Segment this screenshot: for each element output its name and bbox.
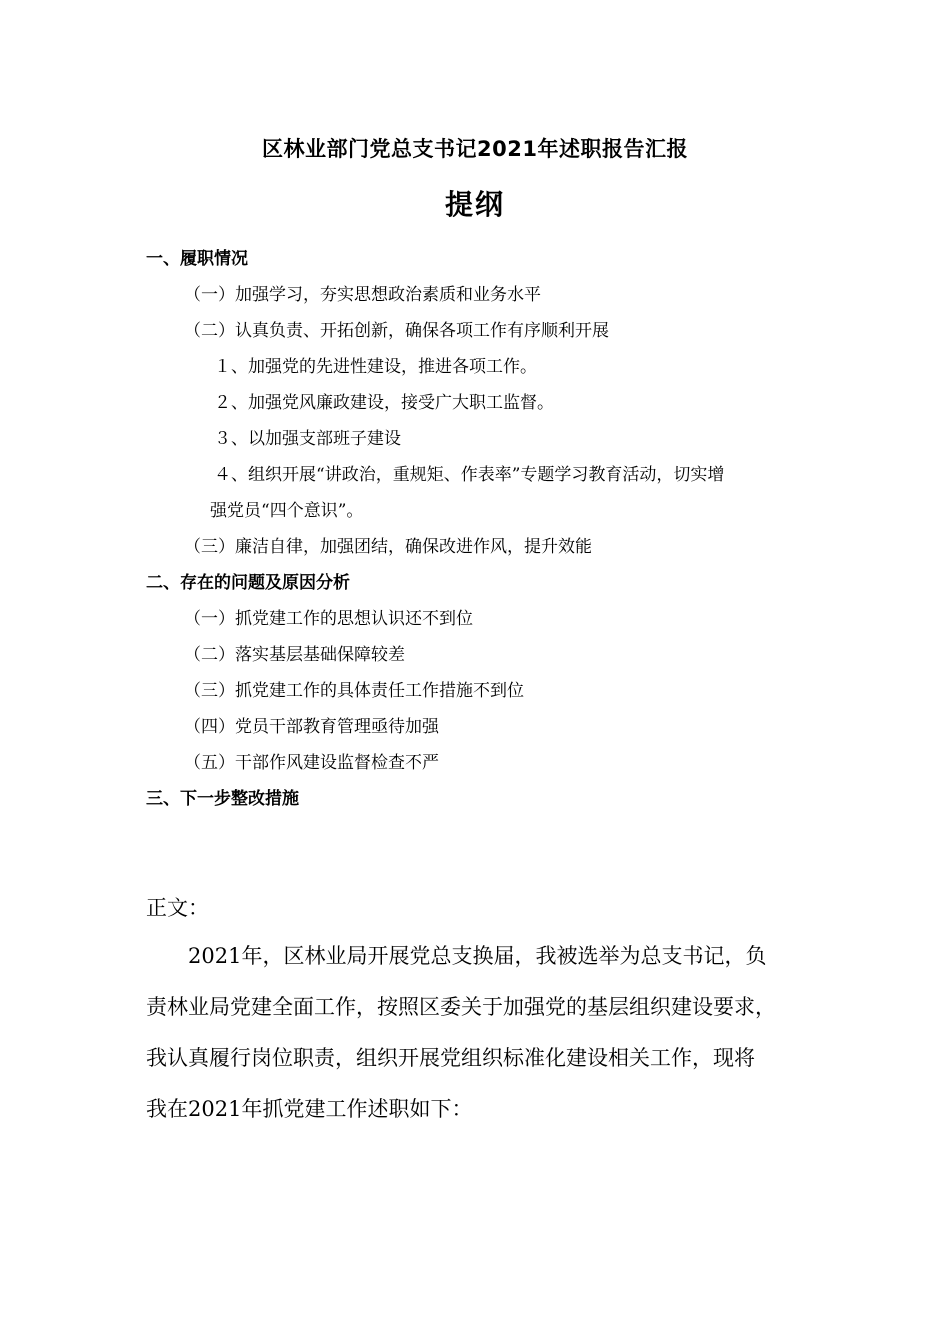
body-paragraph-line-2: 责林业局党建全面工作，按照区委关于加强党的基层组织建设要求， bbox=[146, 995, 776, 1019]
body-paragraph-line-3: 我认真履行岗位职责，组织开展党组织标准化建设相关工作，现将 bbox=[146, 1046, 755, 1070]
body-paragraph-line-1: 2021年，区林业局开展党总支换届，我被选举为总支书记，负 bbox=[188, 944, 767, 968]
document-subtitle: 提纲 bbox=[444, 188, 505, 221]
body-label: 正文： bbox=[146, 896, 209, 920]
outline-subitem-4-line2: 强党员“四个意识”。 bbox=[210, 501, 364, 521]
outline-item-2-3: （三）抓党建工作的具体责任工作措施不到位 bbox=[184, 681, 524, 701]
outline-item-2-2: （二）落实基层基础保障较差 bbox=[184, 645, 405, 665]
outline-item-1-1: （一）加强学习，夯实思想政治素质和业务水平 bbox=[184, 285, 541, 305]
body-paragraph-line-4: 我在2021年抓党建工作述职如下： bbox=[146, 1097, 473, 1121]
outline-subitem-2: ２、加强党风廉政建设，接受广大职工监督。 bbox=[214, 393, 554, 413]
outline-item-2-5: （五）干部作风建设监督检查不严 bbox=[184, 753, 439, 773]
outline-subitem-1: １、加强党的先进性建设，推进各项工作。 bbox=[214, 357, 537, 377]
outline-item-1-3: （三）廉洁自律，加强团结，确保改进作风，提升效能 bbox=[184, 537, 592, 557]
document-title: 区林业部门党总支书记2021年述职报告汇报 bbox=[262, 137, 688, 161]
outline-item-1-2: （二）认真负责、开拓创新，确保各项工作有序顺利开展 bbox=[184, 321, 609, 341]
section-heading-3: 三、下一步整改措施 bbox=[146, 789, 299, 809]
outline-item-2-1: （一）抓党建工作的思想认识还不到位 bbox=[184, 609, 473, 629]
outline-subitem-4-line1: ４、组织开展“讲政治，重规矩、作表率”专题学习教育活动，切实增 bbox=[214, 465, 725, 485]
outline-subitem-3: ３、以加强支部班子建设 bbox=[214, 429, 401, 449]
outline-item-2-4: （四）党员干部教育管理亟待加强 bbox=[184, 717, 439, 737]
section-heading-2: 二、存在的问题及原因分析 bbox=[146, 573, 350, 593]
section-heading-1: 一、履职情况 bbox=[146, 249, 248, 269]
